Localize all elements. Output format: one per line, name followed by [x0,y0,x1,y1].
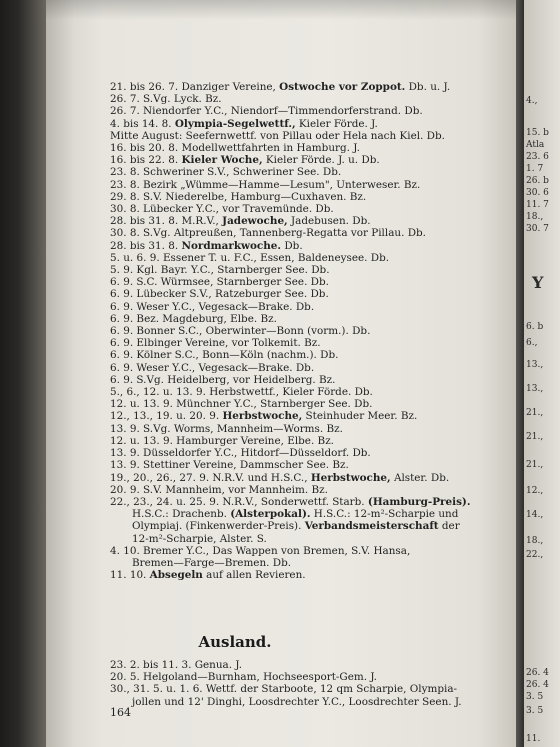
line-text: 26. 7. S.Vg. Lyck. Bz. [110,93,222,106]
line-emphasis: Herbstwoche, [310,471,391,484]
schedule-line [110,569,505,581]
schedule-line [110,215,505,227]
line-text: 6. 9. Lübecker S.V., Ratzeburger See. Db. [110,288,329,301]
schedule-line [110,276,505,288]
line-text: Olympiaj. (Finkenwerder-Preis). [132,520,305,533]
right-page-fragment: 30. 7 [526,224,549,234]
line-text: 20. 9. S.V. Mannheim, vor Mannheim. Bz. [110,483,328,496]
line-emphasis: Kieler Woche, [181,154,263,167]
right-page-fragment: 6., [526,338,538,348]
schedule-line [110,81,505,93]
right-page-fragment: 26. 4 [526,668,549,678]
line-text: 21. bis 26. 7. Danziger Vereine, [110,81,280,93]
right-page-fragment: 26. b [526,176,549,186]
line-text: 22., 23., 24. u. 25. 9. N.R.V., Sonderwettf. Starb. [110,495,368,508]
line-text: 6. 9. S.Vg. Heidelberg, vor Heidelberg. Bz. [110,373,336,386]
schedule-line [110,337,505,349]
line-text: 6. 9. Bez. Magdeburg, Elbe. Bz. [110,312,277,325]
line-text: 12., 13., 19. u. 20. 9. [110,410,223,423]
line-text: 13. 9. Stettiner Vereine, Dammscher See. Bz. [110,459,349,472]
line-text: 6. 9. Weser Y.C., Vegesack—Brake. Db. [110,300,315,313]
line-text: 4. bis 14. 8. [110,117,175,130]
line-text: 6. 9. Bonner S.C., Oberwinter—Bonn (vorm.). Db. [110,325,371,338]
right-page-fragment: 11. [526,734,541,744]
right-page-fragment: 18., [526,212,544,222]
line-rest: der [438,520,460,533]
right-page-fragment: 21., [526,432,544,442]
line-text: 16. bis 20. 8. Modellwettfahrten in Hamburg. J. [110,142,360,155]
schedule-line [110,459,505,471]
schedule-line [110,288,505,300]
schedule-line [110,191,505,203]
schedule-line [110,154,505,166]
line-emphasis: (Alsterpokal). [230,508,311,521]
schedule-line [110,520,505,532]
line-text: 6. 9. S.C. Würmsee, Starnberger See. Db. [110,276,329,289]
line-text: jollen und 12' Dinghi, Loosdrechter Y.C., Loosdrechter Seen. J. [132,695,462,708]
line-text: 30., 31. 5. u. 1. 6. Wettf. der Starboote, 12 qm Scharpie, Olympia- [110,683,458,696]
line-emphasis: (Hamburg-Preis). [367,495,471,508]
line-emphasis: Nordmarkwoche. [181,239,282,252]
section-heading-ausland: Ausland. [198,633,272,651]
line-rest: auf allen Revieren. [202,569,306,582]
schedule-line [110,423,505,435]
line-text: 30. 8. S.Vg. Altpreußen, Tannenberg-Regatta vor Pillau. Db. [110,227,426,240]
schedule-line [110,508,505,520]
schedule-line [110,659,505,671]
line-text: 5. u. 6. 9. Essener T. u. F.C., Essen, Baldeneysee. Db. [110,251,390,264]
line-text: 6. 9. Weser Y.C., Vegesack—Brake. Db. [110,361,315,374]
line-text: 4. 10. Bremer Y.C., Das Wappen von Bremen, S.V. Hansa, [110,544,411,557]
line-text: 20. 5. Helgoland—Burnham, Hochseesport-Gem. J. [110,671,377,684]
line-rest: Db. [281,239,303,252]
line-text: 28. bis 31. 8. [110,239,182,252]
line-text: 29. 8. S.V. Niederelbe, Hamburg—Cuxhaven. Bz. [110,190,367,203]
line-rest: Jadebusen. Db. [287,215,371,228]
right-page-edge [524,0,560,747]
line-text: 12. u. 13. 9. Hamburger Vereine, Elbe. Bz. [110,434,334,447]
schedule-line [110,410,505,422]
schedule-line [110,671,505,683]
regatta-schedule-list [110,81,505,581]
page-number: 164 [110,706,131,719]
schedule-line [110,545,505,557]
schedule-line [110,398,505,410]
line-text: 30. 8. Lübecker Y.C., vor Travemünde. Db. [110,203,334,216]
right-page-fragment: Y [532,273,544,292]
ausland-schedule-list [110,659,505,708]
line-text: 13. 9. Düsseldorfer Y.C., Hitdorf—Düsseldorf. Db. [110,447,371,460]
line-text: 23. 8. Schweriner S.V., Schweriner See. Db. [110,166,342,179]
line-emphasis: Olympia-Segelwettf., [174,117,296,130]
schedule-line [110,696,505,708]
schedule-line [110,240,505,252]
right-page-fragment: 21., [526,408,544,418]
schedule-line [110,142,505,154]
right-page-fragment: 14., [526,510,544,520]
line-rest: Steinhuder Meer. Bz. [302,410,418,423]
right-page-fragment: 6. b [526,322,544,332]
line-text: 6. 9. Elbinger Vereine, vor Tolkemit. Bz. [110,337,321,350]
right-page-fragment: 23. 6 [526,152,549,162]
line-rest: Db. u. J. [405,81,451,93]
line-text: 23. 2. bis 11. 3. Genua. J. [110,659,242,671]
schedule-line [110,349,505,361]
schedule-line [110,166,505,178]
right-page-fragment: 3. 5 [526,706,544,716]
line-emphasis: Jadewoche, [222,215,288,228]
schedule-line [110,203,505,215]
line-text: 23. 8. Bezirk „Wümme—Hamme—Lesum", Unterweser. Bz. [110,178,421,191]
line-text: 19., 20., 26., 27. 9. N.R.V. und H.S.C., [110,471,311,484]
line-emphasis: Absegeln [149,569,203,582]
line-rest: H.S.C.: 12-m²-Scharpie und [310,508,459,521]
schedule-line [110,105,505,117]
line-emphasis: Ostwoche vor Zoppot. [279,81,406,93]
right-page-fragment: 3. 5 [526,692,544,702]
schedule-line [110,227,505,239]
schedule-line [110,683,505,695]
schedule-line [110,301,505,313]
schedule-line [110,118,505,130]
line-text: 12-m²-Scharpie, Alster. S. [132,532,267,545]
page-shadow [46,0,516,20]
right-page-fragment: 13., [526,384,544,394]
line-text: 6. 9. Kölner S.C., Bonn—Köln (nachm.). Db. [110,349,339,362]
schedule-line [110,447,505,459]
schedule-line [110,313,505,325]
schedule-line [110,252,505,264]
line-text: 12. u. 13. 9. Münchner Y.C., Starnberger See. Db. [110,398,373,411]
schedule-line [110,362,505,374]
schedule-line [110,484,505,496]
right-page-fragment: 21., [526,460,544,470]
line-text: 28. bis 31. 8. M.R.V., [110,215,223,228]
schedule-line [110,264,505,276]
line-rest: Alster. Db. [390,471,450,484]
right-page-fragment: 18., [526,536,544,546]
schedule-line [110,93,505,105]
line-rest: Kieler Förde. J. u. Db. [262,154,380,167]
schedule-line [110,325,505,337]
line-emphasis: Herbstwoche, [222,410,303,423]
right-page-fragment: 26. 4 [526,680,549,690]
schedule-line [110,472,505,484]
line-text: Mitte August: Seefernwettf. von Pillau oder Hela nach Kiel. Db. [110,129,445,142]
right-page-fragment: 30. 6 [526,188,549,198]
line-text: 16. bis 22. 8. [110,154,182,167]
book-gutter [516,0,524,747]
schedule-line [110,179,505,191]
line-text: 13. 9. S.Vg. Worms, Mannheim—Worms. Bz. [110,422,343,435]
line-text: Bremen—Farge—Bremen. Db. [132,556,292,569]
line-rest: Kieler Förde. J. [295,117,378,130]
right-page-fragment: 11. 7 [526,200,549,210]
right-page-fragment: Atla [526,140,545,150]
line-text: 5. 9. Kgl. Bayr. Y.C., Starnberger See. Db. [110,264,330,277]
schedule-line [110,386,505,398]
right-page-fragment: 13., [526,360,544,370]
line-text: 5., 6., 12. u. 13. 9. Herbstwettf., Kieler Förde. Db. [110,386,373,399]
right-page-fragment: 22., [526,550,544,560]
right-page-fragment: 1. 7 [526,164,544,174]
line-text: 26. 7. Niendorfer Y.C., Niendorf—Timmendorferstrand. Db. [110,105,423,118]
right-page-fragment: 15. b [526,128,549,138]
schedule-line [110,374,505,386]
schedule-line [110,533,505,545]
line-emphasis: Verbandsmeisterschaft [304,520,439,533]
right-page-fragment: 4., [526,96,538,106]
line-text: H.S.C.: Drachenb. [132,508,231,521]
schedule-line [110,130,505,142]
schedule-line [110,557,505,569]
line-text: 11. 10. [110,569,150,582]
right-page-fragment: 12., [526,486,544,496]
schedule-line [110,496,505,508]
schedule-line [110,435,505,447]
